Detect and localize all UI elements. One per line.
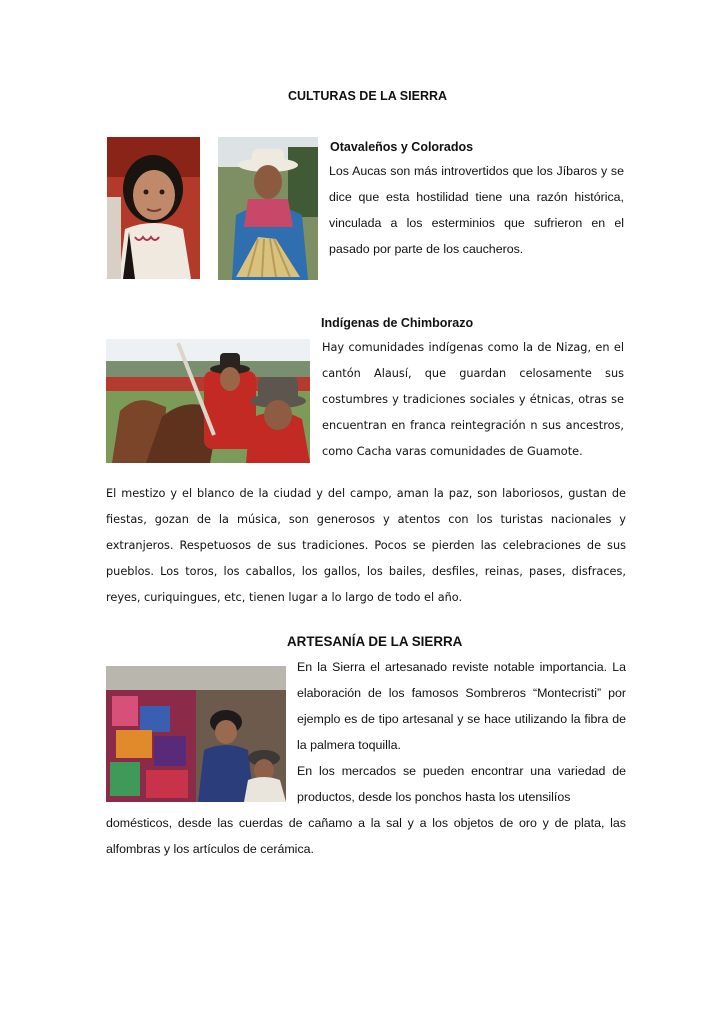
section-heading-otavalenos: Otavaleños y Colorados: [330, 140, 474, 154]
paragraph-mestizo: El mestizo y el blanco de la ciudad y del campo, aman la paz, son laboriosos, gustan de fiestas, gozan de la música, son generosos y atentos con los turistas nacionales y extranjeros. Respetuosos de sus tradiciones. Pocos se pierden las celebraciones de sus pueblos. Los toros, los caballos, los gallos, los bailes, desfiles, reinas, pases, disfraces, reyes, curiquingues, etc, tienen lugar a lo largo de todo el año.: [106, 487, 626, 604]
artesania-paragraph-1: En la Sierra el artesanado reviste notable importancia. La elaboración de los famosos Sombreros “Montecristi” por ejemplo es de tipo artesanal y se hace utilizando la fibra de la palmera toquilla.: [297, 660, 626, 752]
section-text-otavalenos: Los Aucas son más introvertidos que los Jíbaros y se dice que esta hostilidad tiene una razón histórica, vinculada a los esterminios que sufrieron en el pasado por parte de los caucheros.: [329, 164, 624, 256]
photo-artesania-market: [106, 666, 286, 802]
section-text-chimborazo: Hay comunidades indígenas como la de Nizag, en el cantón Alausí, que guardan celosamente sus costumbres y tradiciones sociales y étnicas, otras se encuentran en franca reintegración n sus ancestros, como Cacha varas comunidades de Guamote.: [322, 341, 624, 458]
page-title: CULTURAS DE LA SIERRA: [288, 89, 448, 103]
photo-otavalena-girl: [107, 137, 200, 279]
photo-chimborazo-riders: [106, 339, 310, 463]
photo-weaver-woman: [218, 137, 318, 280]
section-heading-artesania: ARTESANÍA DE LA SIERRA: [287, 634, 463, 649]
artesania-paragraph-2-top: En los mercados se pueden encontrar una variedad de productos, desde los ponchos hasta los utensilíos: [297, 764, 626, 804]
artesania-paragraph-2-bottom: domésticos, desde las cuerdas de cañamo a la sal y a los objetos de oro y de plata, las alfombras y los artículos de cerámica.: [106, 816, 626, 856]
section-heading-chimborazo: Indígenas de Chimborazo: [321, 316, 474, 330]
